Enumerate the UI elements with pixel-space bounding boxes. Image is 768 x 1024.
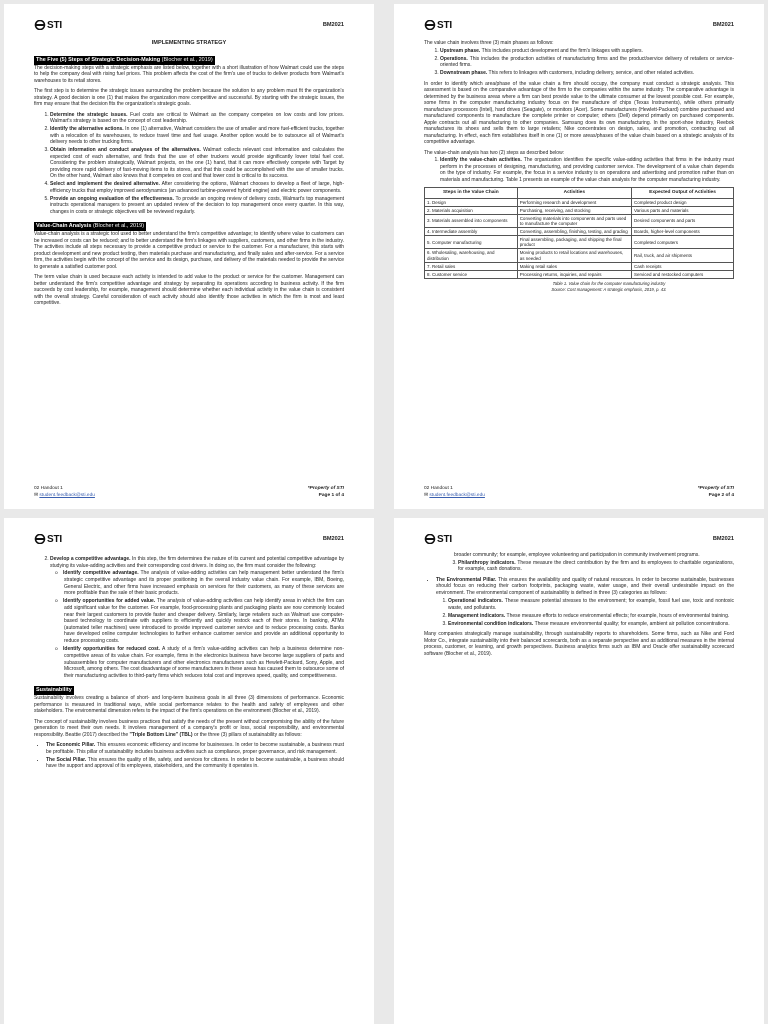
list-item: • The Economic Pillar. This ensures economic efficiency and income for businesses. In order to become sustainable, a business must be profitable. This pillar of sustainability includes business activities such as compliance, proper governance, and risk management. [46,742,344,755]
doc-code: BM2021 [322,22,344,28]
table-caption: Table 1. Value chain for the computer manufacturing industry Source: Cost management: A strategic emphasis, 2019, p. 43. [551,280,667,292]
sti-logo: STI [34,20,62,31]
list-item: 1. Upstream phase. This includes product development and the firm's linkages with suppliers. [440,48,734,55]
doc-code: BM2021 [322,536,344,542]
pillars-list [46,742,344,770]
table-row: 7. Retail sales Making retail sales Cash receipts [425,262,734,270]
list-item: 3. Downstream phase. This refers to linkages with customers, including delivery, service, and other related activities. [440,70,734,77]
sti-logo-icon [424,20,436,30]
list-item: 3. Philanthropy indicators. These measure the direct contribution by the firm and its employees to charitable organizations, for example, cash donations. [458,560,734,573]
mail-icon: ✉ [34,492,39,498]
sti-logo-icon [34,534,46,544]
list-item: 2. Management indicators. These measure efforts to reduce environmental effects; for example, hours of environmental training. [448,613,734,620]
paragraph: The first step is to determine the strategic issues surrounding the problem because the solution to any problem must fit the organization's strategy. A good decision is one (1) that makes the organization more competitive and successful. By starting with the strategic issues, the firm may ensure that the decision fits the organization's strategic goals. [34,88,344,108]
paragraph: The value chain involves three (3) main phases as follows: [424,40,554,46]
list-item: 1. Determine the strategic issues. Fuel costs are critical to Walmart as the company competes on low costs and low prices. Walmart's strategy is based on the concept of cost leadership. [50,112,344,125]
sti-logo: STI [424,20,452,31]
env-indicators-list [448,598,734,627]
feedback-email-link[interactable]: student.feedback@sti.edu [429,492,485,498]
phases-list [440,48,734,77]
sub-list [64,570,344,679]
paragraph: In order to identify which area/phase of the value chain a firm should occupy, the company must conduct a strategic analysis. This assessment is based on the comparative advantage of the firm to the companies within the same industry. The comparative advantage is determined by the business areas where a firm can best provide value to the ultimate consumer at the lowest possible cost. For example, some firms in the computer manufacturing industry focus on the manufacture of chips (Texas Instruments), while others primarily manufacture processors (Intel), hard drives (Seagate), or monitors (Acer). Some manufacturers (Hewlett-Packard) combine purchased and manufactured components to manufacture the complete printer or computer; others (Dell) depend primarily on purchased components. Apple contracts out all manufacturing to other companies. Samsung does its own manufacturing. In the sport-shoe industry, Reebok manufactures its shoes and sells them to large retailers; Nike concentrates on design, sales, and promotion, contracting out all manufacturing. In effect, each firm establishes itself in one (1) or more areas/phases of the value chain based on a strategic analysis of its competitive advantage. [424,80,734,145]
list-item: o Identify opportunities for added value. The analysis of value-adding activities can help identify areas in which the firm can add significant value for the customer. For example, food-processing plants and packaging plants are now commonly located near their largest customers to provide faster and cheaper delivery. Similarly, large retailers such as Walmart use computer-based technology to coordinate with suppliers to efficiently and quickly restock each of their stores. In banking, ATMs (automated teller machines) were introduced to provide improved customer service and to reduce processing costs. Banks have developed online computer technologies to further enhance customer service and provide an additional opportunity to reduce processing costs. [64,598,344,644]
mail-icon: ✉ [424,492,429,498]
sti-logo: STI [34,534,62,545]
value-chain-steps-list [440,157,734,183]
table-header: Activities [517,188,631,199]
table-row: 8. Customer service Processing returns, inquiries, and repairs Serviced and restocked computers [425,270,734,278]
doc-code: BM2021 [712,536,734,542]
list-item: o Identify competitive advantage. The analysis of value-adding activities can help management better understand the firm's strategic competitive advantage and its proper positioning in the overall industry value chain. For example, IBM, Boeing, General Electric, and other firms have increased emphasis on services for their customers, as many of these services are more profitable than the sale of their basic products. [64,570,344,597]
list-item: 1. Identify the value-chain activities. The organization identifies the specific value-adding activities that firms in the industry must perform in the processes of designing, manufacturing, and providing customer service. The development of a value chain depends on the type of industry. For example, the focus in a service industry is on operations and advertising and promotion rather than on materials and manufacturing. Table 1 presents an example of the value chain analysis for the computer manufacturing industry. [440,157,734,183]
doc-code: BM2021 [712,22,734,28]
list-item: 2. Identify the alternative actions. In one (1) alternative, Walmart considers the use of smaller and more fuel-efficient trucks, together with a relocation of its warehouses, to reduce travel time and fuel usage. Another option would be to outsource all of Walmart's delivery needs to other trucking firms. [50,126,344,146]
table-row: 1. Design Performing research and development Completed product design [425,198,734,206]
page-footer: 02 Handout 1 ✉ student.feedback@sti.edu *Property of STI Page 1 of 4 [34,486,344,498]
page-title: IMPLEMENTING STRATEGY [151,40,227,46]
page-header [424,532,734,546]
sti-logo: STI [424,534,452,545]
paragraph: The value-chain analysis has two (2) steps as described below: [424,149,565,156]
table-row: 2. Materials acquisition Purchasing, receiving, and stocking Various parts and materials [425,206,734,214]
page-1 [4,4,374,509]
paragraph: The decision-making steps with a strategic emphasis are listed below, together with a short illustration of how Walmart could use the steps to help the company deal with rising fuel prices. This problem affects the cost of the firm's use of trucks to deliver products from Walmart's warehouses to its retail stores. [34,64,344,84]
table-row: 4. Intermediate assembly Converting, assembling, finishing, testing, and grading Boards, higher-level components [425,228,734,236]
page-header [34,18,344,32]
list-item: 3. Environmental condition indicators. These measure environmental quality; for example, ambient air pollution concentrations. [448,621,734,628]
page-header [424,18,734,32]
social-indicators-list [458,560,734,573]
page-header [34,532,344,546]
page-4 [394,518,764,1024]
sti-logo-icon [424,534,436,544]
page-number: Page 2 of 4 [708,492,734,498]
list-item: 5. Provide an ongoing evaluation of the effectiveness. To provide an ongoing review of delivery costs, Walmart's top management instructs operational managers to present an updated review of the decision to top management once every quarter. In this way, changes in costs or strategic objectives will be reviewed regularly. [50,196,344,216]
steps-list [50,112,344,216]
section-heading: Value-Chain Analysis (Blocher et al., 2019) [36,223,145,230]
feedback-email-link[interactable]: student.feedback@sti.edu [39,492,95,498]
section-heading: Sustainability [36,687,72,694]
list-item: 1. Operational indicators. These measure potential stresses to the environment; for example, fossil fuel use, toxic and nontoxic waste, and pollutants. [448,598,734,611]
paragraph: Many companies strategically manage sustainability, through sustainability reports to shareholders. Some firms, such as Nike and Ford Motor Co., integrate sustainability into their balanced scorecards, both as a separate perspective and as additional measures in the internal process, customer, or learning, and growth perspectives. Business analytics firms such as IBM and Oracle offer sustainability scorecard software (Blocher et al., 2019). [424,631,734,657]
page-3 [4,518,374,1024]
table-row: 5. Computer manufacturing Final assembling, packaging, and shipping the final product Completed computers [425,236,734,249]
list-item: 2. Develop a competitive advantage. In this step, the firm determines the nature of its current and potential competitive advantage by studying its value-adding activities and their corresponding cost drivers. In doing so, the firm must consider the following: o Identify competitive advantage. The analysis of value-adding activities can help management better understand the firm's strategic competitive advantage and its proper positioning in the overall industry value chain. For example, IBM, Boeing, General Electric, and other firms have increased emphasis on services for their customers, as many of these services are more profitable than the sale of their basic products. o Identify opportunities for added value. The analysis of value-adding activities can help identify areas in which the firm can add significant value for the customer. For example, food-processing plants and packaging plants are now commonly located near their largest customers to provide faster and cheaper delivery. Similarly, large retailers such as Walmart use computer-based technology to coordinate with suppliers to efficiently and quickly restock each of their stores. In banking, ATMs (automated teller machines) were introduced to provide improved customer service and to reduce processing costs. Banks have developed online computer technologies to further enhance customer service and provide an additional opportunity to reduce processing costs. o Identify opportunities for reduced cost. A study of a firm's value-adding activities can help a business determine non-competitive areas of its value chain. For example, firms in the electronics business have become large suppliers of parts and subassemblies for computer manufacturers and other electronics manufacturers such as Hewlett-Packard, Sony, Apple, and Microsoft, among others. The cost disadvantage of some manufacturers in these areas has caused them to outsource some of their manufacturing activities to third-party firms which reduces total cost and improves speed, quality, and competitiveness. [50,556,344,679]
table-header: Steps in the Value Chain [425,188,518,199]
list-item: 2. Operations. This includes the production activities of manufacturing firms and the product/service delivery of retailers or service-oriented firms. [440,56,734,69]
table-row: 3. Materials assembled into components Converting materials into components and parts used to manufacture the computer Desired components and parts [425,214,734,227]
steps-list-continued [50,556,344,679]
list-item: 4. Select and implement the desired alternative. After considering the options, Walmart chooses to develop a fleet of large, high-efficiency trucks that employ improved aerodynamics (an advanced turbine-powered hybrid engine) and electric power components. [50,181,344,194]
paragraph: The term value chain is used because each activity is intended to add value to the product or service for the customer. Management can better understand the firm's competitive advantage and strategy by separating its operations according to business activity. If the firm succeeds by cost leadership, for example, management should determine whether each individual activity in the value chain is consistent with the overall strategy. Careful consideration of each activity should also identify those activities in which the firm is most and least competitive. [34,274,344,307]
paragraph: Value-chain analysis is a strategic tool used to better understand the firm's competitive advantage; to identify where value to customers can be increased or costs can be reduced; and to better understand the firm's linkages with suppliers, customers, and other firms in the industry. The activities include all steps necessary to provide a competitive product or service to the customer. For a manufacturer, this starts with product development and new product testing, then materials purchase and manufacturing, and finally sales and after-service. For a service firm, the activities begin with the concept of the service and its design, purchase, and delivery of the materials needed to provide the service to generate a satisfied customer pool. [34,231,344,270]
list-item: o Identify opportunities for reduced cost. A study of a firm's value-adding activities can help a business determine non-competitive areas of its value chain. For example, firms in the electronics business have become large suppliers of parts and subassemblies for computer manufacturers and other electronics manufacturers such as Hewlett-Packard, Sony, Apple, and Microsoft, among others. The cost disadvantage of some manufacturers in these areas has caused them to outsource some of their manufacturing activities to third-party firms which reduces total cost and improves speed, quality, and competitiveness. [64,646,344,679]
pillars-list [436,577,734,628]
paragraph: broader community; for example, employee volunteering and participation in community involvement programs. [454,552,700,558]
page-2 [394,4,764,509]
table-row: 6. Wholesaling, warehousing, and distribution Moving products to retail locations and warehouses, as needed Rail, truck, and air shipments [425,249,734,262]
paragraph: The concept of sustainability involves business practices that satisfy the needs of the present without compromising the ability of the future generation to meet their own needs. It involves management of a company's profit or loss, social responsibility, and environmental responsibility. Beattie (2017) described the "Triple Bottom Line" (TBL) or the three (3) pillars of sustainability as follows: [34,718,344,738]
table-header: Expected Output of Activities [632,188,734,199]
value-chain-table [424,187,734,279]
paragraph: Sustainability involves creating a balance of short- and long-term business goals in all three (3) dimensions of performance. Economic performance is measured in traditional ways, while social performance relates to the health and safety of employees and other stakeholders. The environmental dimension refers to the impact of the firm's operations on the environment (Blocher et al., 2019). [34,695,344,715]
list-item: 3. Obtain information and conduct analyses of the alternatives. Walmart collects relevant cost information and calculates the expected cost of each alternative, and finds that the use of other truckers would provide significantly lower total fuel cost. Considering the problem strategically, Walmart projects, on the one (1) hand, that it can more effectively compete with Target by providing more rapid delivery of fast-moving items to its stores, and that this could be accomplished with the use of smaller trucks. On the other hand, Walmart also knows that it competes on cost and that lower cost is critical to its success. [50,147,344,180]
list-item: • The Social Pillar. This ensures the quality of life, safety, and services for citizens. In order to become sustainable, a business should have the support and approval of its employees, stakeholders, and the community it operates in. [46,757,344,770]
page-number: Page 1 of 4 [318,492,344,498]
section-heading: The Five (5) Steps of Strategic Decision-Making (Blocher et al., 2019) [36,57,213,63]
sti-logo-icon [34,20,46,30]
list-item: • The Environmental Pillar. This ensures the availability and quality of natural resources. In order to become sustainable, businesses should focus on reducing their carbon footprints, packaging waste, water usage, and their overall undesirable impact on the environment. The environmental component of sustainability is defined in three (3) categories as follows: 1. Operational indicators. These measure potential stresses to the environment; for example, fossil fuel use, toxic and nontoxic waste, and pollutants. 2. Management indicators. These measure efforts to reduce environmental effects; for example, hours of environmental training. 3. Environmental condition indicators. These measure environmental quality; for example, ambient air pollution concentrations. [436,577,734,628]
page-footer: 02 Handout 1 ✉ student.feedback@sti.edu *Property of STI Page 2 of 4 [424,486,734,498]
